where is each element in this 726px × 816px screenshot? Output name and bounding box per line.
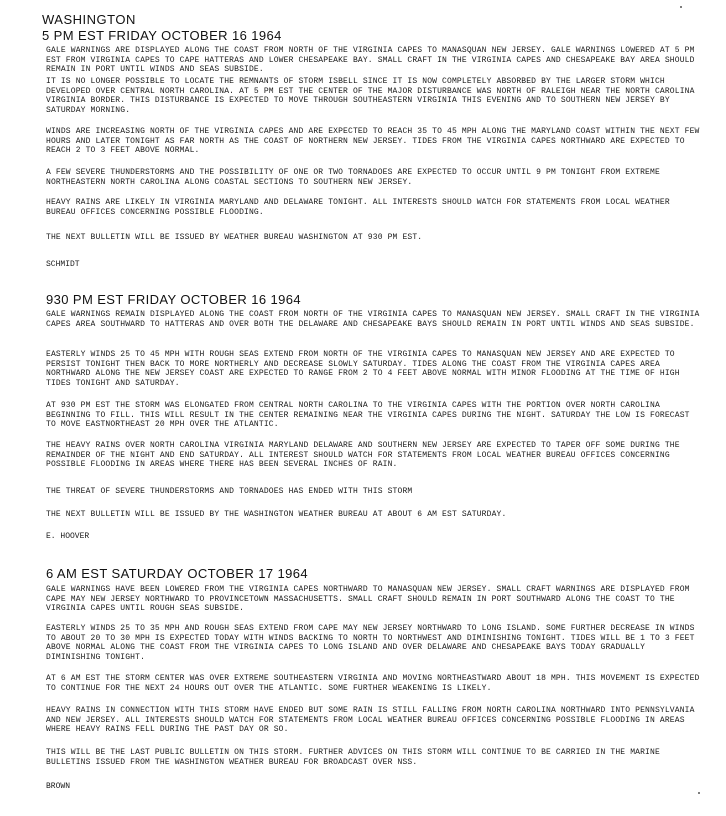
paragraph: THIS WILL BE THE LAST PUBLIC BULLETIN ON THIS STORM. FURTHER ADVICES ON THIS STORM WILL CONTINUE TO BE CARRIED IN THE MARINE BULLETINS ISSUED FROM THE WASHINGTON WEATHER BUREAU FOR BROADCAST OVER NSS. [46,748,660,767]
paragraph: THE THREAT OF SEVERE THUNDERSTORMS AND TORNADOES HAS ENDED WITH THIS STORM [46,487,413,496]
signature: BROWN [46,782,71,791]
section-title-6am: 6 AM EST SATURDAY OCTOBER 17 1964 [46,566,308,581]
signature: E. HOOVER [46,532,90,541]
paragraph: IT IS NO LONGER POSSIBLE TO LOCATE THE REMNANTS OF STORM ISBELL SINCE IT IS NOW COMPLETELY ABSORBED BY THE LARGER STORM WHICH DEVELOPED OVER CENTRAL NORTH CAROLINA. AT 5 PM EST THE CENTER OF THE MAJOR DISTURBANCE WAS NORTH OF RALEIGH NEAR THE NORTH CAROLINA VIRGINIA BORDER. THIS DISTURBANCE IS EXPECTED TO MOVE THROUGH SOUTHEASTERN VIRGINIA THIS EVENING AND TO SOUTHERN NEW JERSEY BY SATURDAY MORNING. [46,77,695,115]
paragraph: THE HEAVY RAINS OVER NORTH CAROLINA VIRGINIA MARYLAND DELAWARE AND SOUTHERN NEW JERSEY ARE EXPECTED TO TAPER OFF SOME DURING THE REMAINDER OF THE NIGHT AND END SATURDAY. ALL INTEREST SHOULD WATCH FOR STATEMENTS FROM LOCAL WEATHER BUREAU OFFICES CONCERNING POSSIBLE FLOODING IN AREAS WHERE THERE HAS BEEN SEVERAL INCHES OF RAIN. [46,441,680,469]
paragraph: GALE WARNINGS REMAIN DISPLAYED ALONG THE COAST FROM NORTH OF THE VIRGINIA CAPES TO MANASQUAN NEW JERSEY. SMALL CRAFT IN THE VIRGINIA CAPES AREA SOUTHWARD TO HATTERAS AND OVER BOTH THE DELAWARE AND CHESAPEAKE BAYS SHOULD REMAIN IN PORT UNTIL WINDS AND SEAS SUBSIDE. [46,310,700,329]
paragraph: GALE WARNINGS HAVE BEEN LOWERED FROM THE VIRGINIA CAPES NORTHWARD TO MANASQUAN NEW JERSEY. SMALL CRAFT WARNINGS ARE DISPLAYED FROM CAPE MAY NEW JERSEY NORTHWARD TO PROVINCETOWN MASSACHUSETTS. SMALL CRAFT SHOULD REMAIN IN PORT SOUTHWARD ALONG THE COAST TO THE VIRGINIA CAPES UNTIL ROUGH SEAS SUBSIDE. [46,585,690,613]
paragraph: AT 6 AM EST THE STORM CENTER WAS OVER EXTREME SOUTHEASTERN VIRGINIA AND MOVING NORTHEASTWARD ABOUT 18 MPH. THIS MOVEMENT IS EXPECTED TO CONTINUE FOR THE NEXT 24 HOURS OUT OVER THE ATLANTIC. SOME FURTHER WEAKENING IS LIKELY. [46,674,700,693]
paragraph: AT 930 PM EST THE STORM WAS ELONGATED FROM CENTRAL NORTH CAROLINA TO THE VIRGINIA CAPES WITH THE PORTION OVER NORTH CAROLINA BEGINNING TO FILL. THIS WILL RESULT IN THE CENTER REMAINING NEAR THE VIRGINIA CAPES DURING THE NIGHT. SATURDAY THE LOW IS FORECAST TO MOVE EASTNORTHEAST 20 MPH OVER THE ATLANTIC. [46,401,690,429]
section-title-5pm: 5 PM EST FRIDAY OCTOBER 16 1964 [42,28,282,43]
paragraph: THE NEXT BULLETIN WILL BE ISSUED BY WEATHER BUREAU WASHINGTON AT 930 PM EST. [46,233,423,242]
paragraph: GALE WARNINGS ARE DISPLAYED ALONG THE COAST FROM NORTH OF THE VIRGINIA CAPES TO MANASQUAN NEW JERSEY. GALE WARNINGS LOWERED AT 5 PM EST FROM VIRGINIA CAPES TO CAPE HATTERAS AND LOWER CHESAPEAKE BAY. SMALL CRAFT IN THE VIRGINIA CAPES AND CHESAPEAKE BAY AREA SHOULD REMAIN IN PORT UNTIL WINDS AND SEAS SUBSIDE. [46,46,695,74]
paragraph: EASTERLY WINDS 25 TO 35 MPH AND ROUGH SEAS EXTEND FROM CAPE MAY NEW JERSEY NORTHWARD TO LONG ISLAND. SOME FURTHER DECREASE IN WINDS TO ABOUT 20 TO 30 MPH IS EXPECTED TODAY WITH WINDS BACKING TO NORTH TO NORTHWEST AND DIMINISHING TONIGHT. TIDES WILL BE 1 TO 3 FEET ABOVE NORMAL ALONG THE COAST FROM THE VIRGINIA CAPES TO LONG ISLAND AND OVER DELAWARE AND CHESAPEAKE BAYS TODAY GRADUALLY DIMINISHING TONIGHT. [46,624,695,662]
paragraph: WINDS ARE INCREASING NORTH OF THE VIRGINIA CAPES AND ARE EXPECTED TO REACH 35 TO 45 MPH ALONG THE MARYLAND COAST WITHIN THE NEXT FEW HOURS AND LATER TONIGHT AS FAR NORTH AS THE COAST OF NORTHERN NEW JERSEY. TIDES FROM THE VIRGINIA CAPES NORTHWARD ARE EXPECTED TO REACH 2 TO 3 FEET ABOVE NORMAL. [46,127,700,155]
section-title-930pm: 930 PM EST FRIDAY OCTOBER 16 1964 [46,292,302,307]
scan-speck [698,792,700,794]
signature: SCHMIDT [46,260,80,269]
paragraph: THE NEXT BULLETIN WILL BE ISSUED BY THE WASHINGTON WEATHER BUREAU AT ABOUT 6 AM EST SATURDAY. [46,510,507,519]
scan-speck [680,6,682,8]
paragraph: A FEW SEVERE THUNDERSTORMS AND THE POSSIBILITY OF ONE OR TWO TORNADOES ARE EXPECTED TO OCCUR UNTIL 9 PM TONIGHT FROM EXTREME NORTHEASTERN NORTH CAROLINA ALONG COASTAL SECTIONS TO SOUTHERN NEW JERSEY. [46,168,660,187]
paragraph: HEAVY RAINS ARE LIKELY IN VIRGINIA MARYLAND AND DELAWARE TONIGHT. ALL INTERESTS SHOULD WATCH FOR STATEMENTS FROM LOCAL WEATHER BUREAU OFFICES CONCERNING POSSIBLE FLOODING. [46,198,670,217]
paragraph: HEAVY RAINS IN CONNECTION WITH THIS STORM HAVE ENDED BUT SOME RAIN IS STILL FALLING FROM NORTH CAROLINA NORTHWARD INTO PENNSYLVANIA AND NEW JERSEY. ALL INTERESTS SHOULD WATCH FOR STATEMENTS FROM LOCAL WEATHER BUREAU OFFICES CONCERNING POSSIBLE FLOODING IN AREAS WHERE HEAVY RAINS FELL DURING THE PAST DAY OR SO. [46,706,695,734]
paragraph: EASTERLY WINDS 25 TO 45 MPH WITH ROUGH SEAS EXTEND FROM NORTH OF THE VIRGINIA CAPES TO MANASQUAN NEW JERSEY AND ARE EXPECTED TO PERSIST TONIGHT THEN BACK TO MORE NORTHERLY AND DECREASE SLOWLY SATURDAY. TIDES ALONG THE COAST FROM THE VIRGINIA CAPES AREA NORTHWARD ALONG THE NEW JERSEY COAST ARE EXPECTED TO RANGE FROM 2 TO 4 FEET ABOVE NORMAL WITH MINOR FLOODING AT THE TIME OF HIGH TIDES TONIGHT AND SATURDAY. [46,350,680,388]
office-header: WASHINGTON [42,12,136,27]
